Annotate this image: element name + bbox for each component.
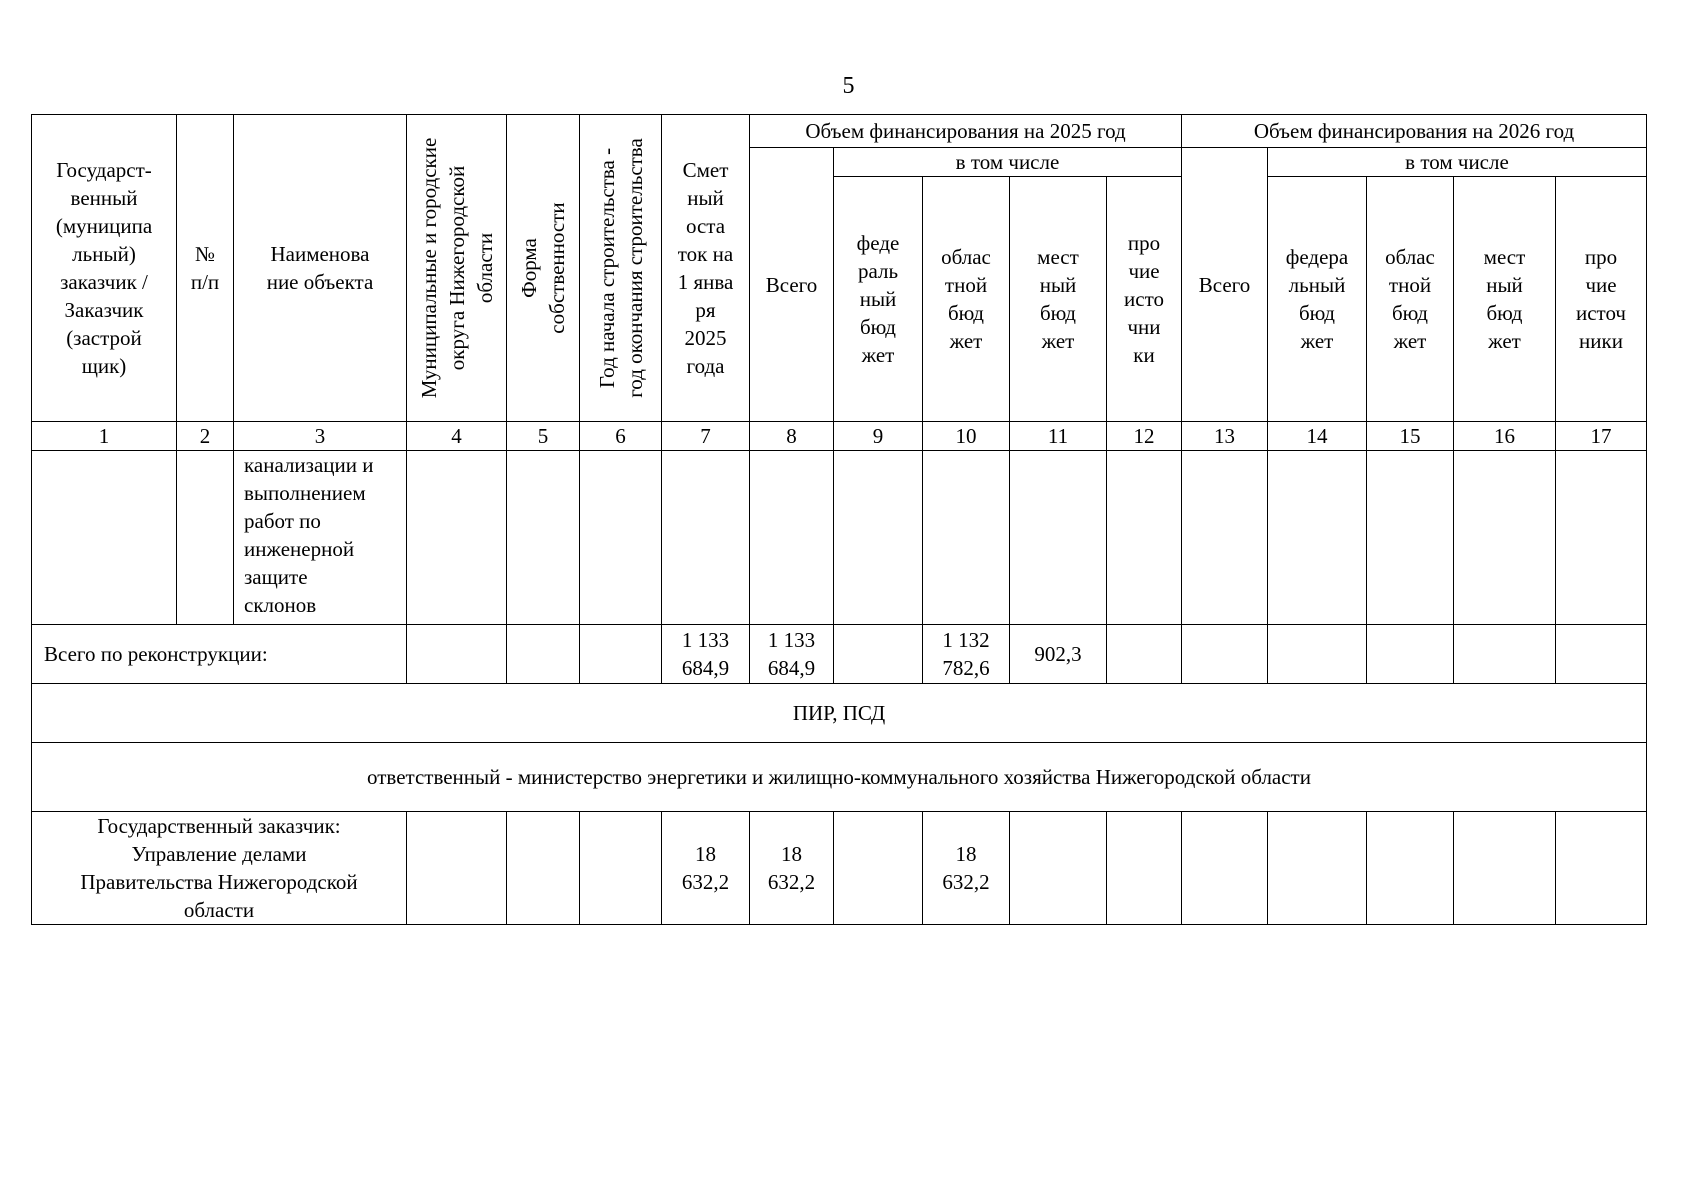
header-including-2026: в том числе xyxy=(1268,148,1647,177)
header-municipalities-text: Муниципальные и городские округа Нижегородской области xyxy=(416,137,497,399)
column-number: 15 xyxy=(1367,422,1454,451)
empty-cell xyxy=(1268,812,1367,925)
empty-cell xyxy=(1367,451,1454,625)
responsible-ministry: ответственный - министерство энергетики и жилищно-коммунального хозяйства Нижегородской области xyxy=(32,743,1647,812)
header-customer: Государст- венный (муниципа льный) заказчик / Заказчик (застрой щик) xyxy=(32,115,177,422)
header-ownership xyxy=(507,115,580,422)
header-local-2025: мест ный бюд жет xyxy=(1010,177,1107,422)
section-title: ПИР, ПСД xyxy=(32,684,1647,743)
column-number: 14 xyxy=(1268,422,1367,451)
empty-cell xyxy=(662,451,750,625)
empty-cell xyxy=(1454,451,1556,625)
column-number: 8 xyxy=(750,422,834,451)
header-other-2025: про чие исто чни ки xyxy=(1107,177,1182,422)
customer-label: Государственный заказчик: Управление делами Правительства Нижегородской области xyxy=(32,812,407,925)
empty-cell xyxy=(1367,812,1454,925)
empty-cell xyxy=(1454,812,1556,925)
header-financing-2025: Объем финансирования на 2025 год xyxy=(750,115,1182,148)
column-number: 13 xyxy=(1182,422,1268,451)
column-number: 10 xyxy=(923,422,1010,451)
header-federal-2025: феде раль ный бюд жет xyxy=(834,177,923,422)
empty-cell xyxy=(1556,451,1647,625)
empty-cell xyxy=(407,625,507,684)
header-ownership-text: Форма собственности xyxy=(517,202,569,334)
customer-2025-regional: 18 632,2 xyxy=(923,812,1010,925)
empty-cell xyxy=(834,451,923,625)
empty-cell xyxy=(923,451,1010,625)
empty-cell xyxy=(834,625,923,684)
empty-cell xyxy=(1107,625,1182,684)
header-total-2025: Всего xyxy=(750,148,834,422)
customer-2025-all: 18 632,2 xyxy=(750,812,834,925)
header-row-number: № п/п xyxy=(177,115,234,422)
table-row xyxy=(32,451,1647,625)
empty-cell xyxy=(177,451,234,625)
column-number: 2 xyxy=(177,422,234,451)
header-estimated-balance: Смет ный оста ток на 1 янва ря 2025 года xyxy=(662,115,750,422)
empty-cell xyxy=(507,451,580,625)
column-number: 6 xyxy=(580,422,662,451)
header-other-2026: про чие источ ники xyxy=(1556,177,1647,422)
empty-cell xyxy=(1182,812,1268,925)
empty-cell xyxy=(580,812,662,925)
header-construction-years-text: Год начала строительства - год окончания строительства xyxy=(594,138,647,398)
empty-cell xyxy=(1107,451,1182,625)
header-regional-2026: облас тной бюд жет xyxy=(1367,177,1454,422)
empty-cell xyxy=(1556,812,1647,925)
financing-table xyxy=(31,114,1647,925)
total-estimated-balance: 1 133 684,9 xyxy=(662,625,750,684)
total-row xyxy=(32,625,1647,684)
empty-cell xyxy=(507,812,580,925)
empty-cell xyxy=(1268,625,1367,684)
header-municipalities xyxy=(407,115,507,422)
total-2025-local: 902,3 xyxy=(1010,625,1107,684)
header-total-2026: Всего xyxy=(1182,148,1268,422)
header-object-name: Наименова ние объекта xyxy=(234,115,407,422)
empty-cell xyxy=(750,451,834,625)
empty-cell xyxy=(1556,625,1647,684)
column-number: 17 xyxy=(1556,422,1647,451)
empty-cell xyxy=(507,625,580,684)
column-number: 1 xyxy=(32,422,177,451)
object-name-continuation: канализации и выполнением работ по инженерной защите склонов xyxy=(234,451,407,625)
empty-cell xyxy=(580,451,662,625)
header-regional-2025: облас тной бюд жет xyxy=(923,177,1010,422)
empty-cell xyxy=(1367,625,1454,684)
header-including-2025: в том числе xyxy=(834,148,1182,177)
column-number: 12 xyxy=(1107,422,1182,451)
total-2025-all: 1 133 684,9 xyxy=(750,625,834,684)
column-number: 11 xyxy=(1010,422,1107,451)
empty-cell xyxy=(1268,451,1367,625)
column-number: 4 xyxy=(407,422,507,451)
empty-cell xyxy=(1010,451,1107,625)
customer-row xyxy=(32,812,1647,925)
column-number-row xyxy=(32,422,1647,451)
page-number: 5 xyxy=(842,73,855,99)
empty-cell xyxy=(580,625,662,684)
empty-cell xyxy=(1182,625,1268,684)
total-2025-regional: 1 132 782,6 xyxy=(923,625,1010,684)
header-federal-2026: федера льный бюд жет xyxy=(1268,177,1367,422)
empty-cell xyxy=(1182,451,1268,625)
column-number: 7 xyxy=(662,422,750,451)
total-label: Всего по реконструкции: xyxy=(32,625,407,684)
empty-cell xyxy=(32,451,177,625)
empty-cell xyxy=(407,812,507,925)
empty-cell xyxy=(407,451,507,625)
empty-cell xyxy=(1107,812,1182,925)
column-number: 16 xyxy=(1454,422,1556,451)
empty-cell xyxy=(834,812,923,925)
header-financing-2026: Объем финансирования на 2026 год xyxy=(1182,115,1647,148)
column-number: 5 xyxy=(507,422,580,451)
empty-cell xyxy=(1010,812,1107,925)
customer-estimated-balance: 18 632,2 xyxy=(662,812,750,925)
column-number: 9 xyxy=(834,422,923,451)
header-local-2026: мест ный бюд жет xyxy=(1454,177,1556,422)
column-number: 3 xyxy=(234,422,407,451)
header-construction-years xyxy=(580,115,662,422)
empty-cell xyxy=(1454,625,1556,684)
